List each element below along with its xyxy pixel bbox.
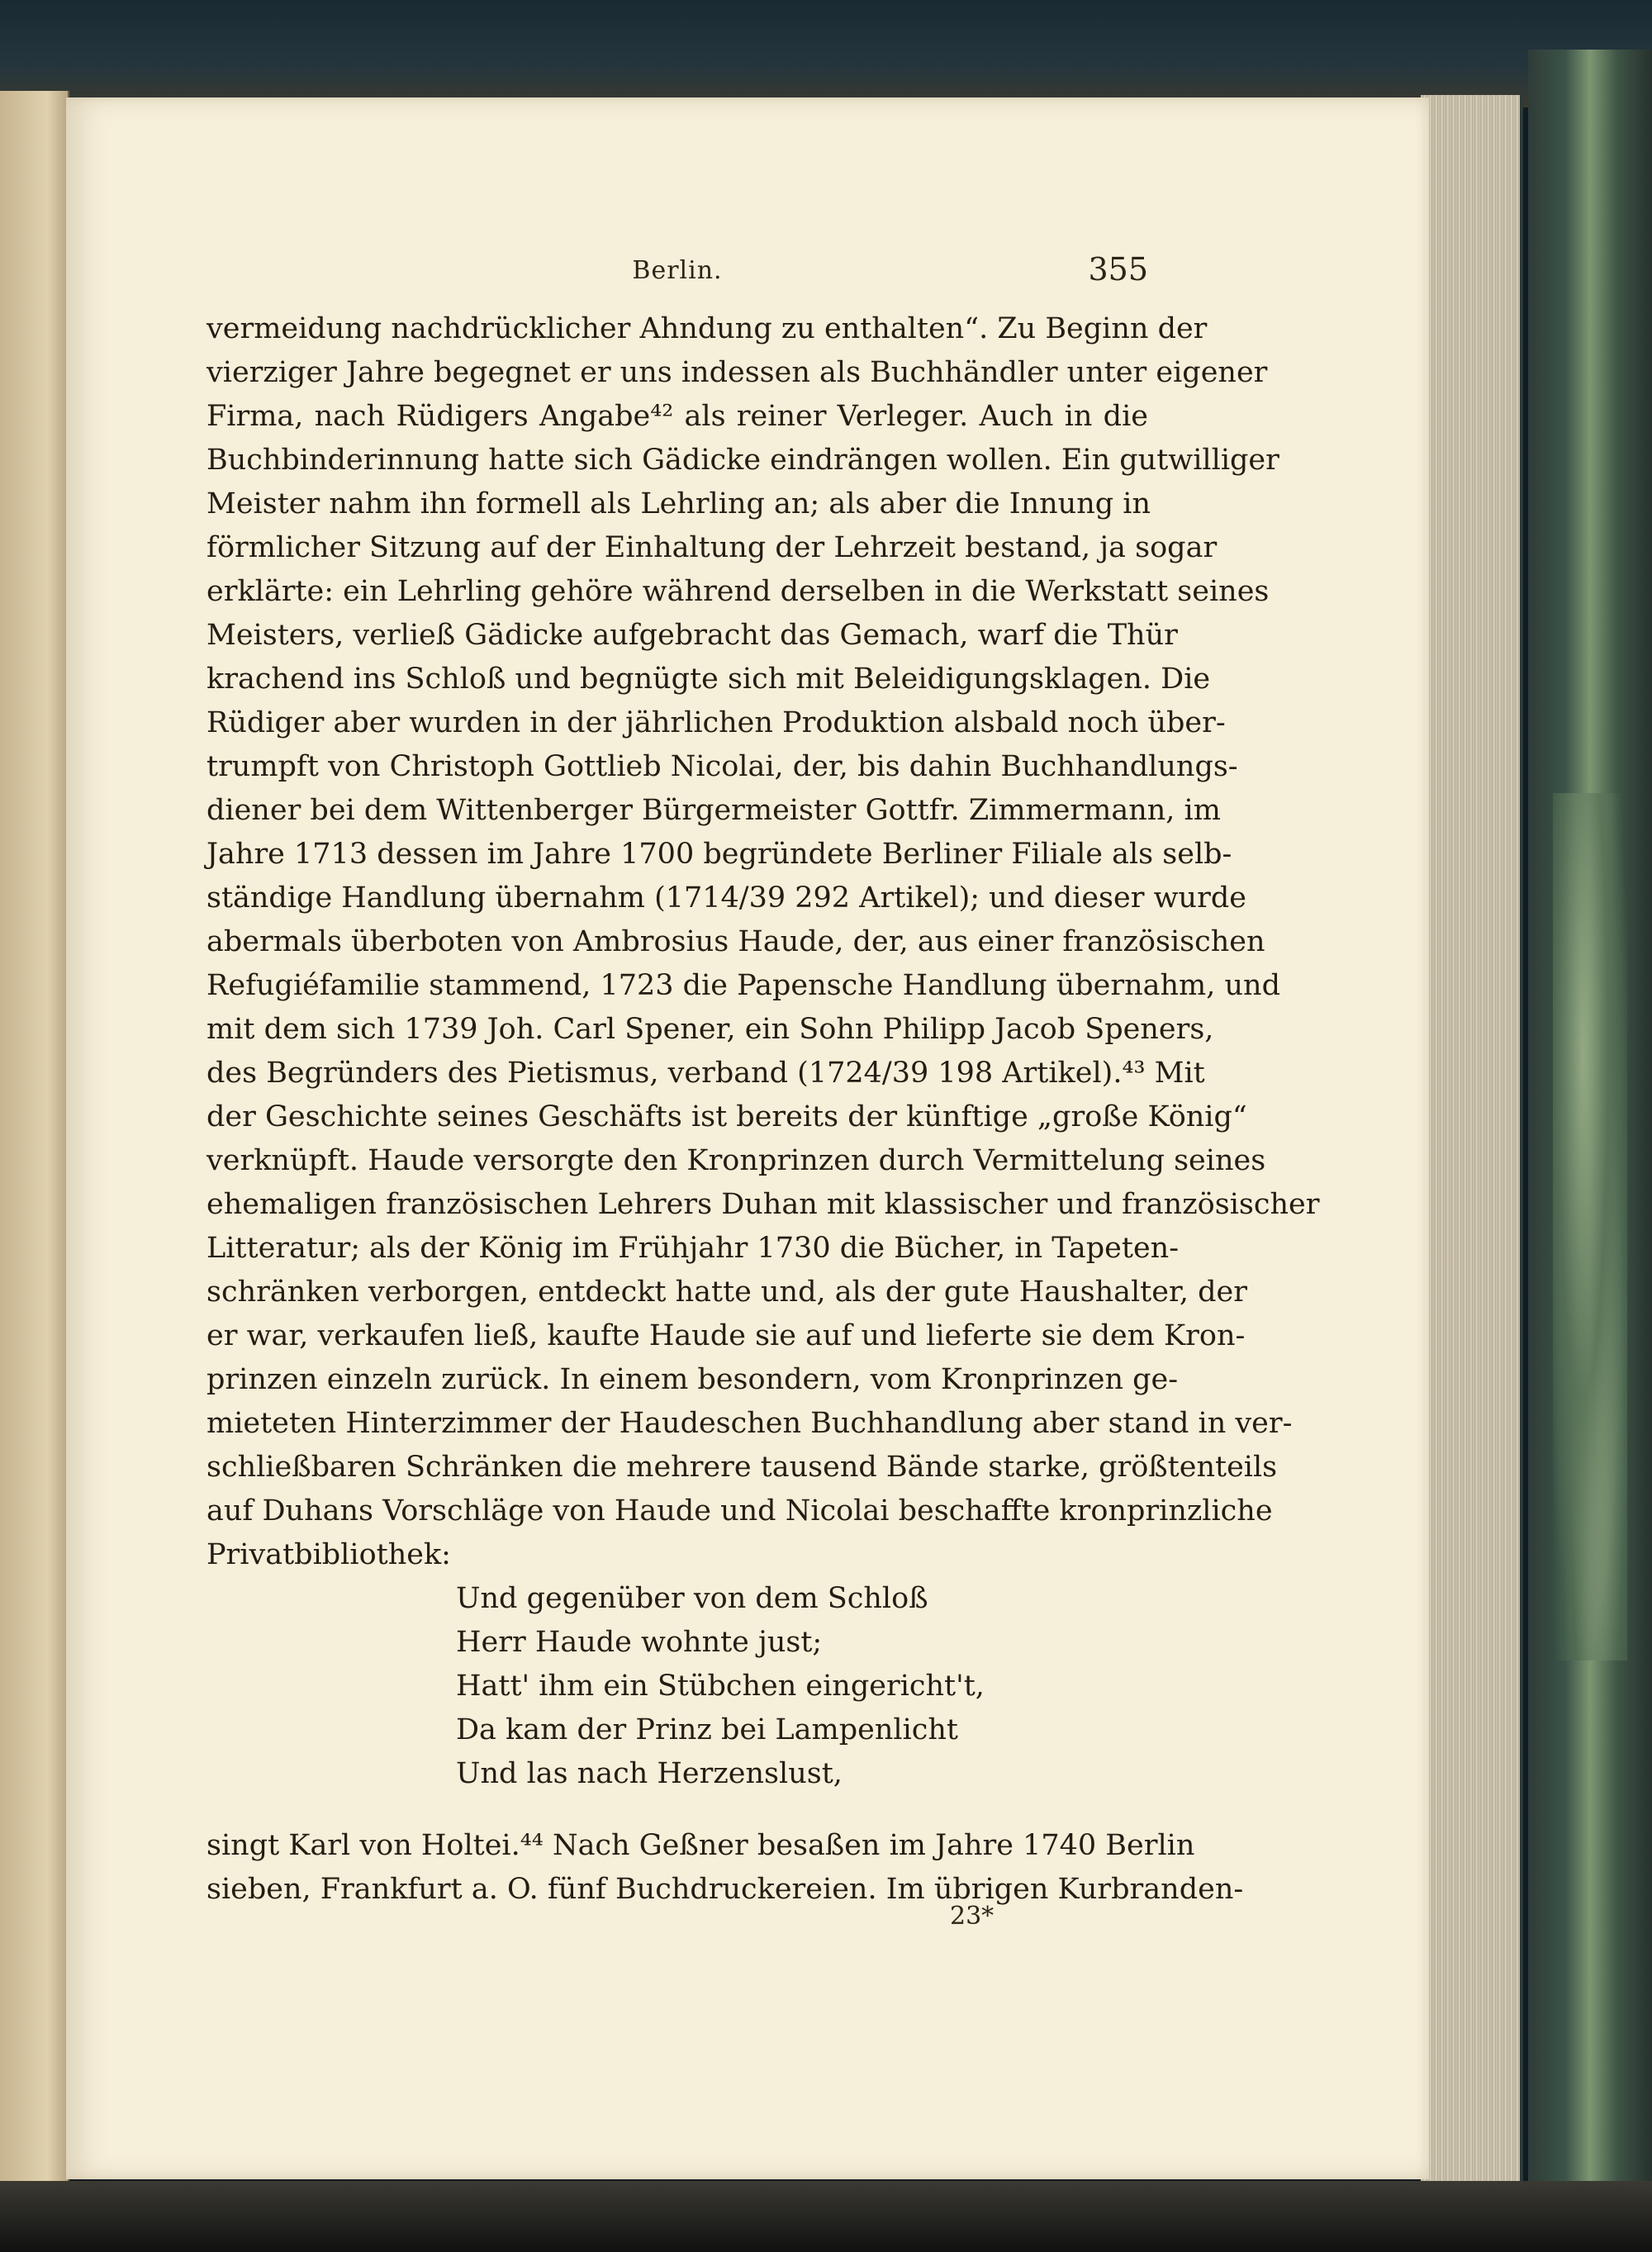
book-cover-right xyxy=(1528,50,1652,2181)
text-line: Meister nahm ihn formell als Lehrling an; als aber die Innung in xyxy=(206,487,1151,520)
text-line: Rüdiger aber wurden in der jährlichen Produktion alsbald noch über- xyxy=(206,706,1226,739)
text-line: vermeidung nachdrücklicher Ahndung zu enthalten“. Zu Beginn der xyxy=(206,312,1208,345)
page-header xyxy=(206,248,1148,297)
text-line: krachend ins Schloß und begnügte sich mit Beleidigungsklagen. Die xyxy=(206,663,1211,696)
signature-mark: 23* xyxy=(950,1902,995,1931)
text-line: schließbaren Schränken die mehrere tausend Bände starke, größtenteils xyxy=(206,1451,1278,1484)
stanza-gap xyxy=(206,1796,1148,1824)
text-line: trumpft von Christoph Gottlieb Nicolai, der, bis dahin Buchhandlungs- xyxy=(206,750,1238,783)
text-line: auf Duhans Vorschläge von Haude und Nicolai beschaffte kronprinzliche xyxy=(206,1494,1273,1527)
book-cover-top xyxy=(0,0,1652,107)
text-line: der Geschichte seines Geschäfts ist bereits der künftige „große König“ xyxy=(206,1100,1247,1133)
marbled-paper-pattern xyxy=(1553,793,1627,1660)
text-line: abermals überboten von Ambrosius Haude, der, aus einer französischen xyxy=(206,925,1265,958)
text-line: mit dem sich 1739 Joh. Carl Spener, ein Sohn Philipp Jacob Speners, xyxy=(206,1013,1214,1046)
page-number: 355 xyxy=(1088,251,1148,287)
text-line: prinzen einzeln zurück. In einem besondern, vom Kronprinzen ge- xyxy=(206,1363,1179,1396)
text-line: singt Karl von Holtei.⁴⁴ Nach Geßner besaßen im Jahre 1740 Berlin xyxy=(206,1829,1195,1862)
text-line: vierziger Jahre begegnet er uns indessen als Buchhändler unter eigener xyxy=(206,356,1268,389)
verse-line: Da kam der Prinz bei Lampenlicht xyxy=(456,1713,958,1746)
text-line: Buchbinderinnung hatte sich Gädicke eindrängen wollen. Ein gutwilliger xyxy=(206,444,1279,477)
book-bottom-shadow xyxy=(0,2181,1652,2252)
body-text xyxy=(206,307,1320,1912)
verse-line: Und las nach Herzenslust, xyxy=(456,1757,843,1790)
running-title: Berlin. xyxy=(632,256,723,285)
text-line: er war, verkaufen ließ, kaufte Haude sie auf und lieferte sie dem Kron- xyxy=(206,1319,1246,1352)
verse-line: Und gegenüber von dem Schloß xyxy=(456,1582,928,1615)
text-line: ständige Handlung übernahm (1714/39 292 Artikel); und dieser wurde xyxy=(206,881,1246,915)
text-line: ehemaligen französischen Lehrers Duhan mit klassischer und französischer xyxy=(206,1188,1320,1221)
text-line: Jahre 1713 dessen im Jahre 1700 begründete Berliner Filiale als selb- xyxy=(206,838,1232,871)
text-line: verknüpft. Haude versorgte den Kronprinzen durch Vermittelung seines xyxy=(206,1144,1266,1177)
page-block-edges xyxy=(1421,95,1523,2210)
text-line: Firma, nach Rüdigers Angabe⁴² als reiner Verleger. Auch in die xyxy=(206,400,1148,433)
text-line: Meisters, verließ Gädicke aufgebracht das Gemach, warf die Thür xyxy=(206,619,1178,652)
text-line: Privatbibliothek: xyxy=(206,1538,451,1571)
text-line: förmlicher Sitzung auf der Einhaltung der Lehrzeit bestand, ja sogar xyxy=(206,531,1218,564)
verse-line: Herr Haude wohnte just; xyxy=(456,1626,823,1659)
text-line: diener bei dem Wittenberger Bürgermeister Gottfr. Zimmermann, im xyxy=(206,794,1221,827)
text-line: Refugiéfamilie stammend, 1723 die Papensche Handlung übernahm, und xyxy=(206,969,1280,1002)
facing-page-edge xyxy=(0,91,69,2231)
text-line: schränken verborgen, entdeckt hatte und, als der gute Haushalter, der xyxy=(206,1276,1247,1309)
text-line: des Begründers des Pietismus, verband (1724/39 198 Artikel).⁴³ Mit xyxy=(206,1057,1205,1090)
text-line: Litteratur; als der König im Frühjahr 1730 die Bücher, in Tapeten- xyxy=(206,1232,1180,1265)
text-line: mieteten Hinterzimmer der Haudeschen Buchhandlung aber stand in ver- xyxy=(206,1407,1293,1440)
text-line: sieben, Frankfurt a. O. fünf Buchdruckereien. Im übrigen Kurbranden- xyxy=(206,1873,1244,1906)
verse-line: Hatt' ihm ein Stübchen eingericht't, xyxy=(456,1670,985,1703)
text-line: erklärte: ein Lehrling gehöre während derselben in die Werkstatt seines xyxy=(206,575,1270,608)
